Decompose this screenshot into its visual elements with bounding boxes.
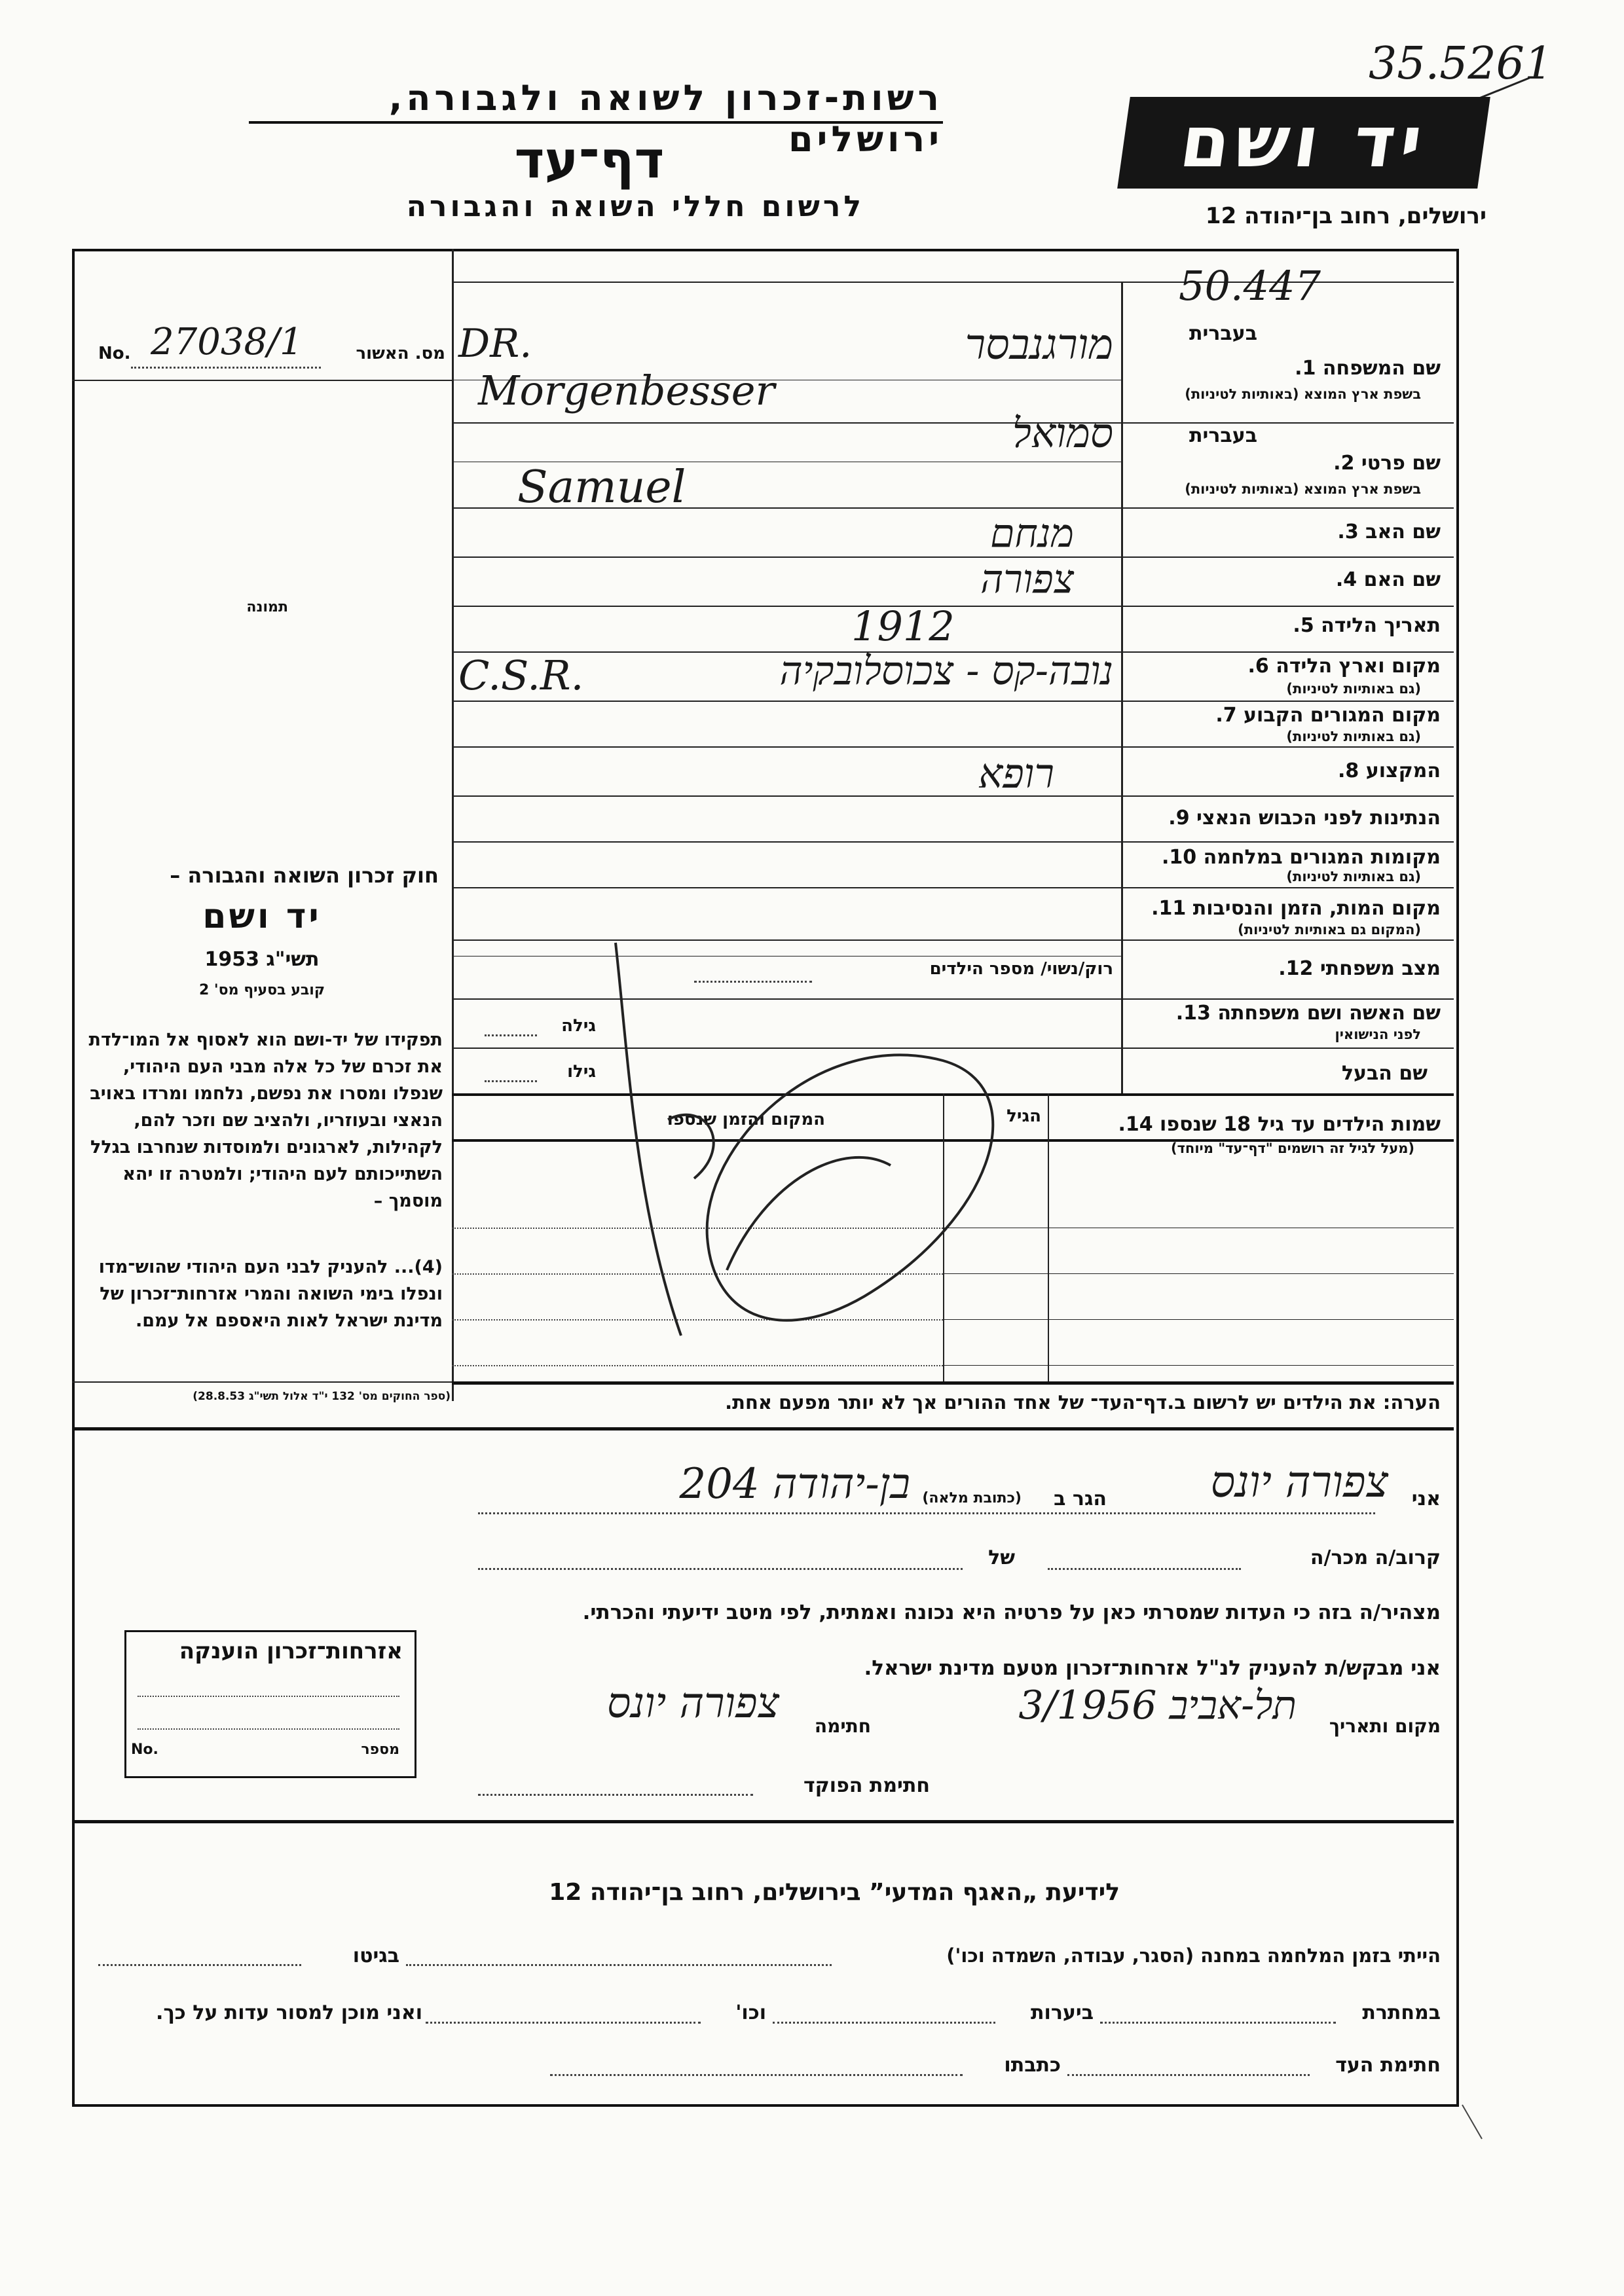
footer-line3-mid: כתבתו xyxy=(1004,2054,1061,2077)
field-2-sub: בשפת ארץ המוצא (באותיות לטיניות) xyxy=(1185,481,1421,497)
note-top-line xyxy=(452,1381,1454,1385)
footer-line1-text: הייתי בזמן המלחמה במחנה (הסגר, עבודה, השמדה וכו') xyxy=(946,1944,1441,1967)
scribble-stroke xyxy=(727,1157,891,1270)
officer-signature-label: חתימת הפוקד xyxy=(803,1774,930,1797)
field-1-prefix: DR. xyxy=(458,321,532,367)
officer-signature-line xyxy=(478,1794,753,1796)
field-13-age-label: גילה xyxy=(561,1016,596,1036)
footer-line2-dots-a xyxy=(1100,2022,1336,2024)
footer-line2-dots-c xyxy=(426,2022,701,2024)
scribble-stroke xyxy=(707,1055,993,1320)
approval-separator xyxy=(72,380,452,381)
field-2-value-lat: Samuel xyxy=(517,462,686,513)
citizenship-number-label: מספר xyxy=(361,1741,399,1758)
row-line xyxy=(452,841,1454,843)
field-10-label: מקומות המגורים במלחמה 10. xyxy=(1162,846,1441,869)
citizenship-box-line xyxy=(138,1728,399,1730)
field-3-value: מנחם xyxy=(989,511,1074,556)
law-paragraph-1: תפקידו של יד-ושם הוא לאסוף אל המו־לדת את זכרם של כל אלה מבני העם היהודי, שנפלו ומסרו את נפשם, נלחמו ומרדו באויב הנאצי ובעוזריו, ולהציב שם וזכר להם, לקהילות, לארגונים ולמוסדות שנחרבו בגלל השתייכותם לעם היהודי; ולמטרה זו יהא מוסמך – xyxy=(88,1030,443,1211)
field-1-hebrew-tag: בעברית xyxy=(1189,322,1257,345)
footer-line2-start: במחתרת xyxy=(1362,2001,1441,2024)
footer-line3-start: חתימת העד xyxy=(1335,2054,1441,2077)
field-7-label: מקום המגורים הקבוע 7. xyxy=(1215,704,1441,727)
approval-number: 27038/1 xyxy=(151,321,303,363)
form-subtitle: לרשום חללי השואה והגבורה xyxy=(406,190,864,223)
archive-number: 35.5261 xyxy=(1369,38,1553,90)
photo-label: תמונה xyxy=(246,599,288,615)
field-14-label: שמות הילדים עד גיל 18 שנספו 14. xyxy=(1118,1113,1441,1136)
field-1-label: שם המשפחה 1. xyxy=(1295,357,1441,380)
scribble-stroke xyxy=(616,943,681,1336)
citizenship-no-sign: No. xyxy=(131,1741,158,1758)
husband-age-line xyxy=(485,1080,537,1082)
children-place-header: המקום והזמן שנספו xyxy=(667,1110,825,1129)
field-6-label: מקום וארץ הלידה 6. xyxy=(1247,655,1441,678)
of-label: של xyxy=(988,1546,1015,1569)
statement-text: מצהיר/ה בזה כי העדות שמסרתי כאן על פרטיה היא נכונה ואמתית, לפי מיטב ידיעתי והכרתי. xyxy=(582,1601,1441,1624)
field-1-value-he: מורגנבסר xyxy=(965,321,1113,369)
footer-line2-etc: וכו' xyxy=(735,2001,766,2024)
footer-top-line xyxy=(72,1820,1454,1823)
field-2-label: שם פרטי 2. xyxy=(1333,452,1441,475)
scribble-stroke xyxy=(668,1115,714,1178)
field-13-sub: לפני הנישואין xyxy=(1335,1027,1421,1042)
citizenship-box-line xyxy=(138,1696,399,1697)
field-6-value-lat: C.S.R. xyxy=(458,651,584,699)
field-4-value: צפורה xyxy=(980,556,1074,602)
relative-label: קרוב/ה מכר/ה xyxy=(1310,1546,1441,1569)
field-1-value-lat: Morgenbesser xyxy=(478,367,775,414)
field-2-hebrew-tag: בעברית xyxy=(1189,424,1257,447)
row-line xyxy=(452,887,1454,888)
footer-line2-end: ואני מוכן למסור עדות על כך. xyxy=(156,2001,422,2024)
field-13-label: שם האשה ושם משפחתה 13. xyxy=(1175,1002,1441,1025)
footer-line1-tail xyxy=(98,1964,301,1966)
of-line xyxy=(478,1568,963,1570)
field-5-value: 1912 xyxy=(851,602,955,650)
field-3-label: שם האב 3. xyxy=(1337,520,1441,543)
field-7-sub: (גם באותיות לטיניות) xyxy=(1286,729,1421,744)
citizenship-box-title: אזרחות־זכרון הוענקה xyxy=(179,1638,403,1664)
note-bottom-line xyxy=(72,1427,1454,1430)
label-column-divider xyxy=(1121,282,1123,1093)
place-date-value: תל-אביב 3/1956 xyxy=(1018,1683,1297,1728)
husband-label: שם הבעל xyxy=(1341,1062,1428,1085)
declarant-full-address-label: (כתובת מלאה) xyxy=(922,1490,1022,1506)
corner-mark xyxy=(1462,2105,1483,2140)
footer-line1-dots xyxy=(406,1964,832,1966)
note-text: הערה: את הילדים יש לרשום ב.דף־העד־ של אחד ההורים אך לא יותר מפעם אחת. xyxy=(725,1391,1441,1413)
law-source: (ספר החוקים מס' 132 י"ד אלול תשי"ג 28.8.53) xyxy=(193,1390,451,1403)
field-12-options: רוק/נשוי/ מספר הילדים xyxy=(929,959,1113,979)
declarant-name: צפורה יונס xyxy=(1210,1457,1388,1507)
field-6-value: נובה-קס - צכוסלובקיה xyxy=(779,648,1113,694)
form-title: דף־עד xyxy=(514,131,665,190)
declarant-resident-label: הגר ב xyxy=(1054,1487,1107,1510)
record-number: 50.447 xyxy=(1179,262,1321,310)
field-4-label: שם האם 4. xyxy=(1335,568,1441,591)
law-title: חוק זכרון השואה והגבורה – xyxy=(170,863,439,888)
law-box-bottom xyxy=(72,1381,452,1383)
declarant-signature: צפורה יונס xyxy=(606,1679,779,1728)
field-10-sub: (גם באותיות לטיניות) xyxy=(1286,869,1421,884)
request-text: אני מבקש/ת להעניק לנ"ל אזרחות־זכרון מטעם מדינת ישראל. xyxy=(864,1656,1441,1680)
cancellation-scribble xyxy=(537,930,1061,1388)
footer-line2-mid: ביערות xyxy=(1031,2001,1094,2024)
footer-title: לידיעת „האגף המדעי” בירושלים, רחוב בן־יהודה 12 xyxy=(549,1879,1120,1906)
law-paragraph-2: (4)... להעניק לבני העם היהודי שהוש־מדו ונפלו בימי השואה והמרי אזרחות־זכרון של מדינת ישראל לאות היאספם אל עמם. xyxy=(98,1257,443,1331)
authority-underline xyxy=(249,121,943,124)
children-age-header: הגיל xyxy=(1006,1106,1041,1126)
field-8-value: רופא xyxy=(978,750,1054,797)
footer-line3-dots-a xyxy=(1067,2074,1310,2076)
approval-line xyxy=(131,367,321,369)
husband-age-label: גילו xyxy=(567,1062,596,1082)
field-2-value-he: סמואל xyxy=(1012,409,1113,457)
declarant-i-label: אני xyxy=(1411,1487,1441,1510)
yad-vashem-logo xyxy=(1117,97,1490,189)
declarant-address: בן-יהודה 204 xyxy=(679,1460,910,1508)
law-clause: קובע בסעיף מס' 2 xyxy=(198,982,325,998)
field-14-sub: (מעל לגיל זה רושמים "דף־עד" מיוחד) xyxy=(1170,1140,1414,1156)
field-1-sub: בשפת ארץ המוצא (באותיות לטיניות) xyxy=(1185,386,1421,402)
declarant-address-line xyxy=(478,1512,1375,1514)
footer-line3-dots-b xyxy=(550,2074,963,2076)
authority-title: רשות-זכרון לשואה ולגבורה, ירושלים xyxy=(388,77,943,160)
field-12-label: מצב משפחתי 12. xyxy=(1278,957,1441,980)
row-line xyxy=(452,701,1454,702)
logo-text: יד ושם xyxy=(1175,101,1433,183)
field-8-label: המקצוע 8. xyxy=(1337,759,1441,782)
field-5-label: תאריך הלידה 5. xyxy=(1293,614,1441,637)
yad-vashem-address: ירושלים, רחוב בן־יהודה 12 xyxy=(1205,203,1486,229)
approval-no-sign: No. xyxy=(98,344,131,363)
field-11-sub: (המקום גם באותיות לטיניות) xyxy=(1238,922,1421,938)
field-9-label: הנתינות לפני הכבוש הנאצי 9. xyxy=(1168,807,1441,829)
footer-line2-dots-b xyxy=(773,2022,995,2024)
field-6-sub: (גם באותיות לטיניות) xyxy=(1286,681,1421,697)
law-year: תשי"ג 1953 xyxy=(204,948,320,971)
row-line xyxy=(452,746,1454,748)
field-11-label: מקום המות, הזמן והנסיבות 11. xyxy=(1151,897,1441,920)
place-date-label: מקום ותאריך xyxy=(1329,1715,1441,1737)
signature-label: חתימה xyxy=(814,1715,871,1737)
footer-line1-end: בגיטו xyxy=(352,1944,399,1967)
approval-label: מס. האשור xyxy=(356,344,445,363)
law-name: יד ושם xyxy=(202,897,322,936)
field-13-age-line xyxy=(485,1034,537,1036)
relative-line xyxy=(1048,1568,1241,1570)
